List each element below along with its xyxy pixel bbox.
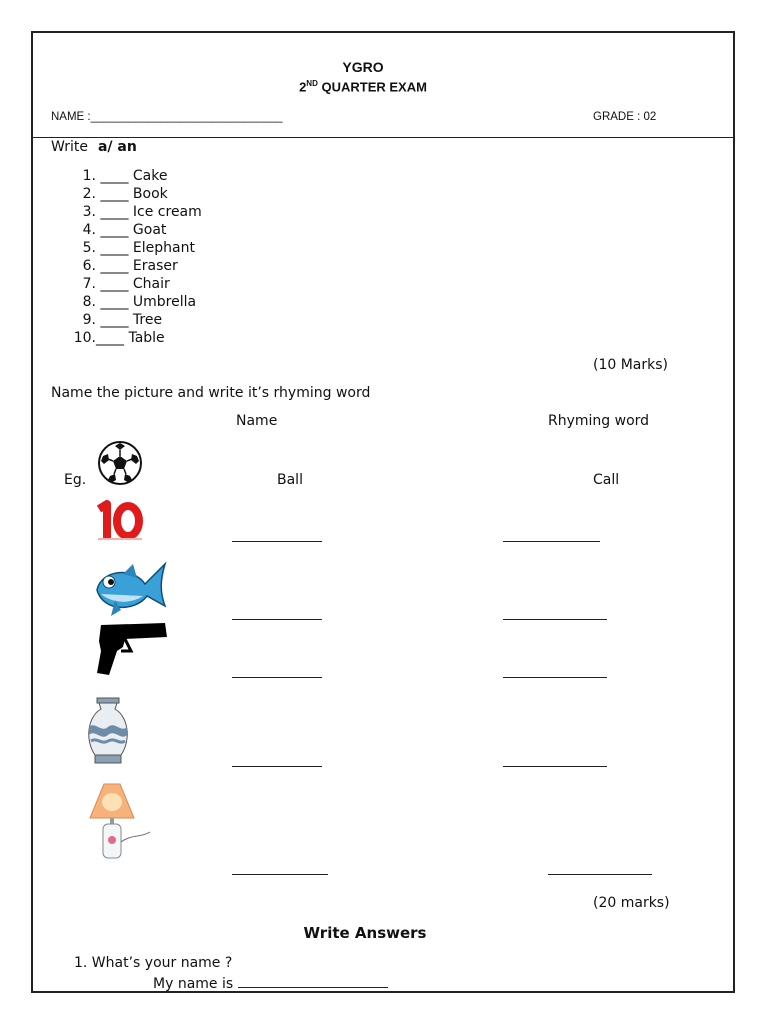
list-item-word: Elephant <box>132 240 195 256</box>
list-item-word: Goat <box>132 222 167 238</box>
article-blank[interactable]: ____ <box>96 276 133 292</box>
list-item-word: Tree <box>132 312 163 328</box>
answer-blank-name[interactable] <box>232 766 322 767</box>
list-item <box>51 293 202 311</box>
list-item <box>51 275 202 293</box>
student-name-field[interactable]: NAME :______________________________ <box>51 111 283 123</box>
answer-blank-rhyme[interactable] <box>503 677 607 678</box>
list-item-number: 7. <box>82 276 96 292</box>
section1-marks: (10 Marks) <box>593 357 669 373</box>
list-item <box>51 257 202 275</box>
answer-blank-name[interactable] <box>232 874 328 875</box>
school-name: YGRO <box>342 59 384 75</box>
section2-marks: (20 marks) <box>593 895 670 911</box>
article-blank[interactable]: ____ <box>96 312 133 328</box>
answer-1-blank[interactable] <box>238 975 388 988</box>
vase-icon <box>85 697 131 765</box>
list-item <box>51 185 202 203</box>
list-item <box>51 239 202 257</box>
article-blank[interactable]: ____ <box>96 204 133 220</box>
article-blank[interactable]: ____ <box>96 240 133 256</box>
list-item-number: 3. <box>82 204 96 220</box>
section3-title: Write Answers <box>303 924 427 942</box>
article-blank[interactable]: ____ <box>96 186 133 202</box>
example-name: Ball <box>277 472 303 488</box>
article-blank[interactable]: ____ <box>96 258 133 274</box>
list-item-number: 8. <box>82 294 96 310</box>
list-item-word: Chair <box>132 276 170 292</box>
list-item <box>51 221 202 239</box>
column-header-name: Name <box>236 413 278 429</box>
answer-blank-rhyme[interactable] <box>503 541 600 542</box>
answer-1: My name is <box>153 975 388 992</box>
article-blank[interactable]: ____ <box>96 222 133 238</box>
article-blank[interactable]: ____ <box>96 168 133 184</box>
answer-blank-name[interactable] <box>232 677 322 678</box>
fish-icon <box>93 560 169 620</box>
list-item-number: 1. <box>82 168 96 184</box>
question-1: 1. What’s your name ? <box>74 955 233 971</box>
article-blank[interactable]: ____ <box>96 294 133 310</box>
list-item <box>51 311 202 329</box>
list-item-word: Book <box>132 186 168 202</box>
list-item-word: Table <box>128 330 165 346</box>
section1-instruction: Write a/ an <box>51 139 137 155</box>
answer-blank-name[interactable] <box>232 541 322 542</box>
list-item <box>51 203 202 221</box>
answer-blank-rhyme[interactable] <box>548 874 652 875</box>
list-item-number: 10. <box>73 330 96 346</box>
list-item-word: Cake <box>132 168 168 184</box>
example-label: Eg. <box>64 472 87 488</box>
list-item-number: 9. <box>82 312 96 328</box>
lamp-icon <box>88 782 152 862</box>
list-item-word: Ice cream <box>132 204 202 220</box>
list-item <box>51 329 202 347</box>
article-blank[interactable]: ____ <box>96 330 129 346</box>
list-item <box>51 167 202 185</box>
number-ten-icon <box>94 500 146 542</box>
list-item-number: 2. <box>82 186 96 202</box>
column-header-rhyme: Rhyming word <box>548 413 650 429</box>
article-list <box>51 167 202 347</box>
answer-blank-rhyme[interactable] <box>503 619 607 620</box>
list-item-number: 4. <box>82 222 96 238</box>
exam-title: 2ND QUARTER EXAM <box>299 79 427 95</box>
answer-blank-rhyme[interactable] <box>503 766 607 767</box>
soccer-ball-icon <box>97 440 143 486</box>
list-item-word: Umbrella <box>132 294 197 310</box>
list-item-number: 5. <box>82 240 96 256</box>
list-item-word: Eraser <box>132 258 178 274</box>
grade-label: GRADE : 02 <box>593 111 657 123</box>
list-item-number: 6. <box>82 258 96 274</box>
example-rhyme: Call <box>593 472 620 488</box>
answer-blank-name[interactable] <box>232 619 322 620</box>
pistol-icon <box>95 621 169 677</box>
section2-instruction: Name the picture and write it’s rhyming word <box>51 385 371 401</box>
header-divider <box>31 137 735 138</box>
